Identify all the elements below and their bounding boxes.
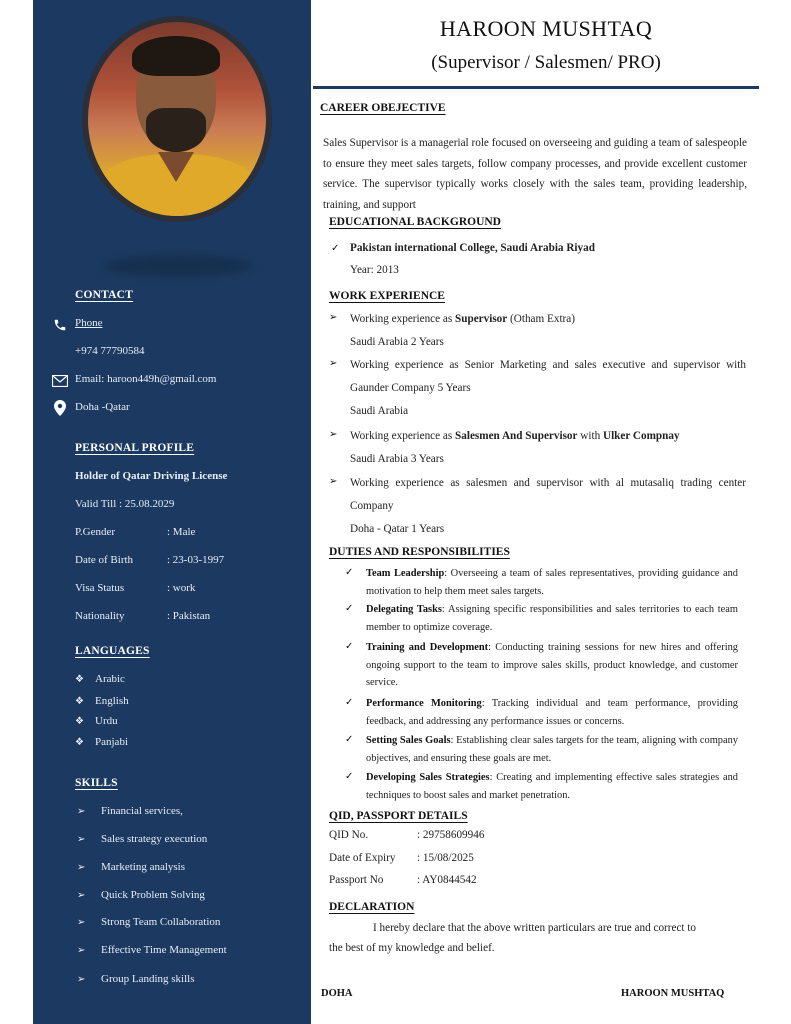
duty-text: : Assigning specific responsibilities and sales territories to each team member to optimize coverage. bbox=[366, 604, 738, 633]
skill-label: Quick Problem Solving bbox=[101, 889, 205, 901]
duty-title: Delegating Tasks bbox=[366, 604, 442, 615]
footer-signature: HAROON MUSHTAQ bbox=[621, 988, 725, 999]
header-divider bbox=[313, 86, 759, 89]
diamond-bullet-icon: ❖ bbox=[75, 674, 84, 685]
work-company: Ulker Compnay bbox=[602, 430, 680, 442]
main-content bbox=[311, 0, 791, 1024]
language-label: Urdu bbox=[95, 715, 118, 727]
map-pin-icon bbox=[51, 399, 69, 417]
skill-item bbox=[77, 973, 195, 985]
languages-heading: LANGUAGES bbox=[75, 645, 150, 657]
profile-row-value: : 23-03-1997 bbox=[167, 554, 225, 566]
candidate-name: HAROON MUSHTAQ bbox=[439, 16, 653, 41]
work-text: Working experience as salesmen and supervisor with al mutasaliq trading center Company bbox=[350, 477, 746, 512]
skill-label: Group Landing skills bbox=[101, 973, 195, 985]
profile-row-value: : Male bbox=[167, 526, 196, 538]
check-icon: ✓ bbox=[345, 697, 354, 708]
email-address[interactable]: Email: haroon449h@gmail.com bbox=[75, 373, 217, 385]
arrow-bullet-icon: ➢ bbox=[77, 917, 86, 928]
work-location-duration: Doha - Qatar 1 Years bbox=[350, 523, 445, 535]
work-text: (Otham Extra) bbox=[507, 313, 575, 325]
qid-row-label: Date of Expiry bbox=[329, 852, 396, 864]
skill-item bbox=[77, 944, 227, 956]
check-icon: ✓ bbox=[345, 603, 354, 614]
work-text: Working experience as bbox=[350, 430, 456, 442]
qid-row-label: QID No. bbox=[329, 829, 369, 841]
license-valid-till: Valid Till : 25.08.2029 bbox=[75, 498, 175, 510]
skills-heading: SKILLS bbox=[75, 777, 118, 789]
duty-item bbox=[366, 769, 738, 804]
phone-number[interactable]: +974 77790584 bbox=[75, 345, 145, 357]
declaration-line-2: the best of my knowledge and belief. bbox=[329, 942, 495, 954]
skill-label: Sales strategy execution bbox=[101, 833, 208, 845]
duty-title: Team Leadership bbox=[366, 568, 445, 579]
arrow-bullet-icon: ➢ bbox=[329, 476, 338, 487]
work-experience-item bbox=[350, 354, 746, 423]
skill-label: Effective Time Management bbox=[101, 944, 227, 956]
language-item bbox=[75, 715, 118, 727]
check-icon: ✓ bbox=[345, 734, 354, 745]
career-objective-heading: CAREER OBEJECTIVE bbox=[320, 102, 446, 114]
profile-row-label: Date of Birth bbox=[75, 554, 134, 566]
arrow-bullet-icon: ➢ bbox=[329, 429, 338, 440]
profile-photo-frame bbox=[82, 16, 272, 222]
arrow-bullet-icon: ➢ bbox=[77, 945, 86, 956]
profile-photo bbox=[88, 22, 266, 216]
work-location-duration: Saudi Arabia bbox=[350, 405, 409, 417]
phone-label: Phone bbox=[75, 317, 103, 329]
envelope-icon bbox=[51, 372, 69, 390]
skill-label: Financial services, bbox=[101, 805, 183, 817]
language-label: Panjabi bbox=[95, 736, 128, 748]
duty-title: Setting Sales Goals bbox=[366, 735, 451, 746]
work-text: Working experience as bbox=[350, 313, 456, 325]
duties-heading: DUTIES AND RESPONSIBILITIES bbox=[329, 546, 510, 558]
duty-text: : Establishing clear sales targets for the team, aligning with company objectives, and ensuring these goals are met. bbox=[366, 735, 738, 764]
arrow-bullet-icon: ➢ bbox=[77, 862, 86, 873]
duty-item bbox=[366, 695, 738, 730]
qid-row-value: : AY0844542 bbox=[417, 874, 477, 886]
profile-row bbox=[75, 582, 195, 594]
work-location-duration: Saudi Arabia 3 Years bbox=[350, 453, 444, 465]
profile-row-label: Visa Status bbox=[75, 582, 125, 594]
language-label: Arabic bbox=[95, 673, 125, 685]
qid-row bbox=[329, 852, 474, 864]
profile-row bbox=[75, 526, 195, 538]
skill-item bbox=[77, 916, 220, 928]
duty-text: : Creating and implementing effective sales strategies and techniques to boost sales and market penetration. bbox=[366, 772, 738, 801]
arrow-bullet-icon: ➢ bbox=[77, 890, 86, 901]
declaration-heading: DECLARATION bbox=[329, 901, 415, 913]
check-icon: ✓ bbox=[345, 641, 354, 652]
footer-place: DOHA bbox=[321, 988, 353, 999]
skill-item bbox=[77, 889, 205, 901]
skill-item bbox=[77, 805, 183, 817]
arrow-bullet-icon: ➢ bbox=[329, 358, 338, 369]
profile-row-label: P.Gender bbox=[75, 526, 116, 538]
qid-row bbox=[329, 874, 477, 886]
language-item bbox=[75, 736, 128, 748]
personal-profile-heading: PERSONAL PROFILE bbox=[75, 442, 195, 454]
arrow-bullet-icon: ➢ bbox=[77, 806, 86, 817]
duty-item bbox=[366, 565, 738, 600]
profile-row bbox=[75, 554, 224, 566]
check-icon: ✓ bbox=[345, 567, 354, 578]
work-location-duration: Saudi Arabia 2 Years bbox=[350, 336, 444, 348]
qid-row bbox=[329, 829, 484, 841]
declaration-line-1: I hereby declare that the above written particulars are true and correct to bbox=[373, 922, 697, 934]
duty-item bbox=[366, 601, 738, 636]
arrow-bullet-icon: ➢ bbox=[329, 312, 338, 323]
candidate-title: (Supervisor / Salesmen/ PRO) bbox=[431, 52, 661, 73]
work-role: Salesmen And Supervisor bbox=[455, 430, 578, 442]
duty-title: Training and Development bbox=[366, 642, 489, 653]
skill-item bbox=[77, 833, 207, 845]
check-icon: ✓ bbox=[345, 771, 354, 782]
duty-text: : Overseeing a team of sales representatives, providing guidance and motivation to help them meet sales targets. bbox=[366, 568, 738, 597]
qid-row-label: Passport No bbox=[329, 874, 384, 886]
duty-title: Developing Sales Strategies bbox=[366, 772, 490, 783]
phone-icon bbox=[51, 316, 69, 334]
qid-row-value: : 29758609946 bbox=[417, 829, 485, 841]
profile-row-value: : Pakistan bbox=[167, 610, 211, 622]
profile-row-label: Nationality bbox=[75, 610, 125, 622]
education-year: Year: 2013 bbox=[350, 264, 399, 276]
arrow-bullet-icon: ➢ bbox=[77, 974, 86, 985]
duty-item bbox=[366, 639, 738, 692]
work-experience-item bbox=[350, 472, 746, 541]
duty-item bbox=[366, 732, 738, 767]
work-text: Working experience as Senior Marketing and sales executive and supervisor with Gaunder Company 5 Years bbox=[350, 359, 746, 394]
qid-row-value: : 15/08/2025 bbox=[417, 852, 474, 864]
work-text: with bbox=[577, 430, 603, 442]
language-item bbox=[75, 695, 129, 707]
education-heading: EDUCATIONAL BACKGROUND bbox=[329, 216, 501, 228]
education-institution: Pakistan international College, Saudi Arabia Riyad bbox=[350, 242, 595, 254]
contact-heading: CONTACT bbox=[75, 289, 134, 301]
career-objective-text: Sales Supervisor is a managerial role focused on overseeing and guiding a team of salespeople to ensure they meet sales targets, follow company processes, and provide excellent customer service. The supervisor typically works closely with the sales team, providing leadership, training, and support bbox=[323, 137, 747, 211]
profile-row-value: : work bbox=[167, 582, 196, 594]
qid-passport-heading: QID, PASSPORT DETAILS bbox=[329, 810, 468, 822]
profile-row bbox=[75, 610, 210, 622]
duty-text: : Conducting training sessions for new hires and offering ongoing support to the team to improve sales skills, product knowledge, and customer service. bbox=[366, 642, 738, 688]
language-item bbox=[75, 673, 125, 685]
duty-title: Performance Monitoring bbox=[366, 698, 482, 709]
arrow-bullet-icon: ➢ bbox=[77, 834, 86, 845]
check-icon: ✓ bbox=[331, 243, 340, 254]
skill-label: Marketing analysis bbox=[101, 861, 186, 873]
work-experience-item bbox=[350, 425, 746, 471]
diamond-bullet-icon: ❖ bbox=[75, 716, 84, 727]
diamond-bullet-icon: ❖ bbox=[75, 696, 84, 707]
sidebar bbox=[33, 0, 311, 1024]
work-experience-heading: WORK EXPERIENCE bbox=[329, 290, 445, 302]
work-role: Supervisor bbox=[455, 313, 508, 325]
diamond-bullet-icon: ❖ bbox=[75, 737, 84, 748]
decorative-shadow bbox=[103, 255, 253, 277]
work-experience-item bbox=[350, 308, 746, 354]
skill-label: Strong Team Collaboration bbox=[101, 916, 221, 928]
skill-item bbox=[77, 861, 185, 873]
duty-text: : Tracking individual and team performance, providing feedback, and addressing any performance issues or concerns. bbox=[366, 698, 738, 727]
driving-license: Holder of Qatar Driving License bbox=[75, 470, 228, 482]
language-label: English bbox=[95, 695, 129, 707]
location-text: Doha -Qatar bbox=[75, 401, 130, 413]
